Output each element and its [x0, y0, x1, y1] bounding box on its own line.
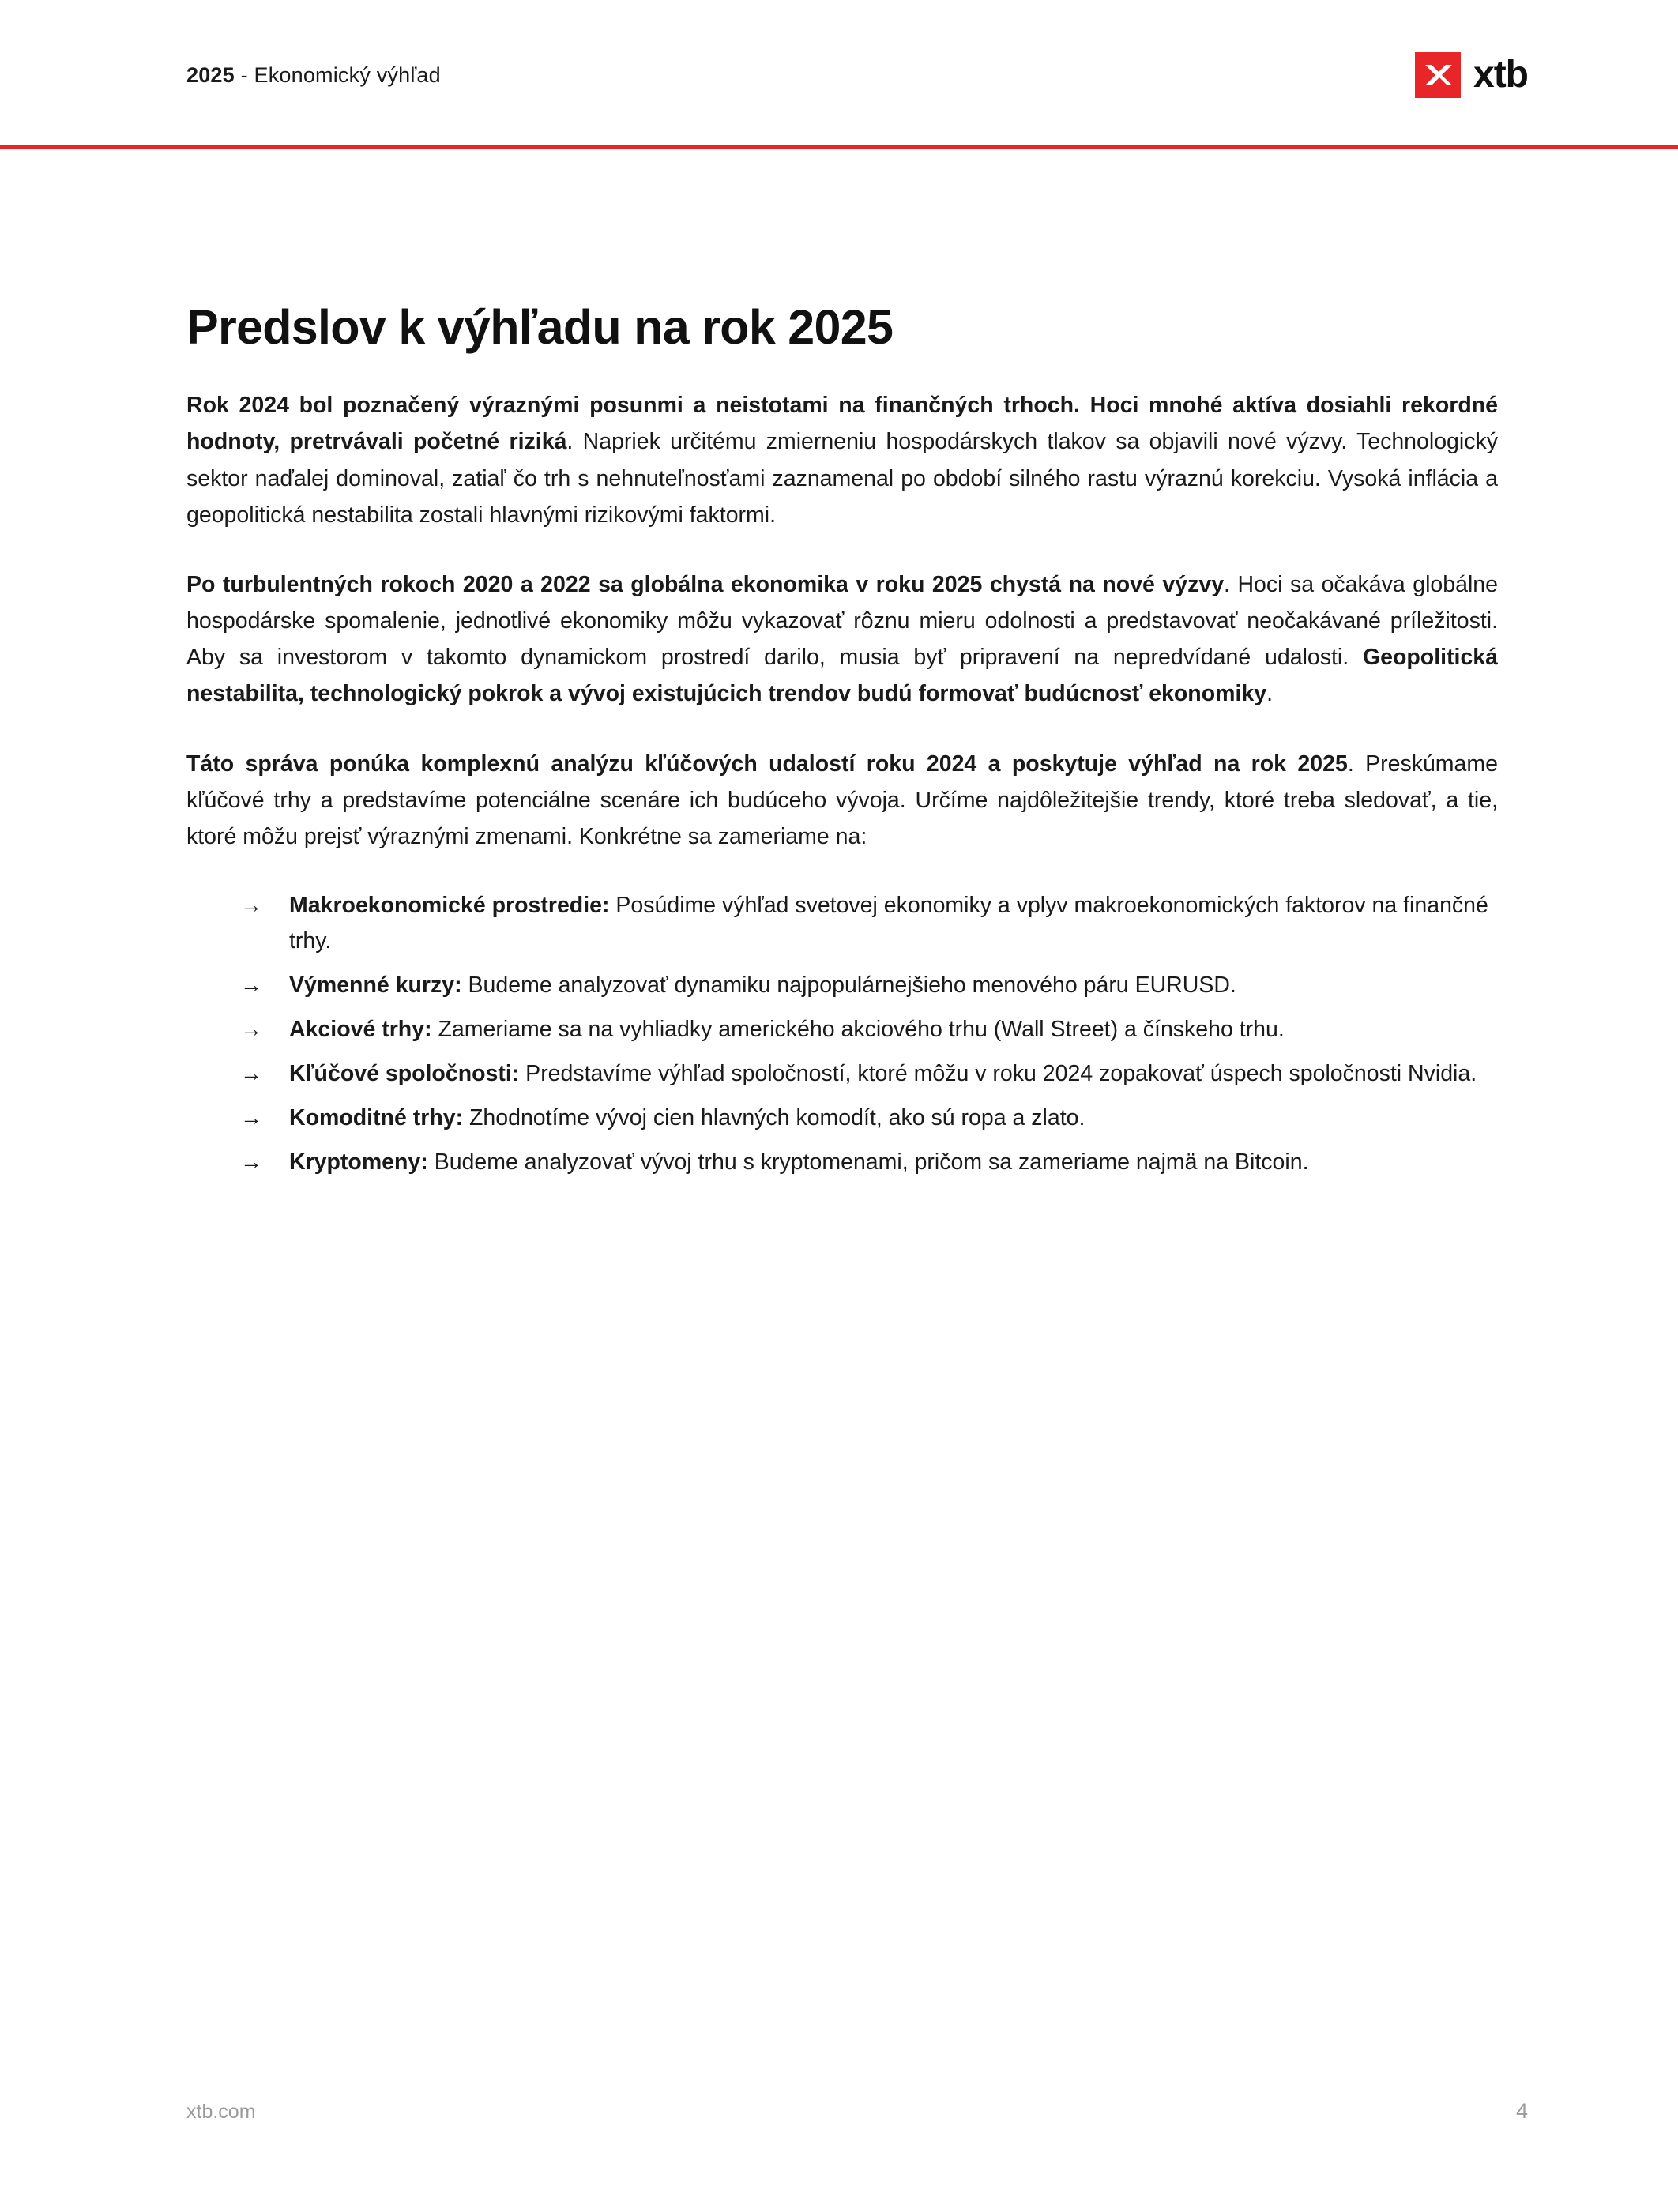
footer-site-link[interactable]: xtb.com	[186, 2101, 256, 2123]
paragraph-1-lead: Rok 2024 bol poznačený výraznými posunmi a neistotami na finančných trhoch. Hoci mnohé aktíva dosiahli rekordné hodnoty, pretrvávali početné riziká	[186, 393, 1498, 455]
header-inner	[186, 52, 1528, 98]
list-item-text: Predstavíme výhľad spoločností, ktoré môžu v roku 2024 zopakovať úspech spoločnosti Nvidia.	[519, 1061, 1477, 1087]
arrow-right-icon: →	[240, 972, 262, 998]
xtb-logo	[1415, 52, 1528, 98]
header-year: 2025	[186, 62, 235, 87]
topic-list	[186, 888, 1498, 1180]
list-item-text: Budeme analyzovať dynamiku najpopulárnejšieho menového páru EURUSD.	[461, 972, 1236, 999]
list-item	[240, 1012, 1498, 1048]
list-item-term: Kľúčové spoločnosti:	[289, 1061, 520, 1087]
list-item	[240, 968, 1498, 1003]
paragraph-3-rest: . Preskúmame kľúčové trhy a predstavíme potenciálne scenáre ich budúceho vývoja. Určíme najdôležitejšie trendy, ktoré treba sledovať, a tie, ktoré môžu prejsť výraznými zmenami. Konkrétne sa zameriame na:	[186, 750, 1498, 849]
arrow-right-icon: →	[240, 1149, 262, 1175]
page-header	[0, 0, 1678, 149]
list-item-term: Makroekonomické prostredie:	[289, 893, 610, 919]
xtb-logo-text: xtb	[1473, 54, 1528, 96]
header-separator: -	[234, 62, 254, 87]
list-item-term: Komoditné trhy:	[289, 1105, 464, 1131]
header-title	[186, 63, 441, 88]
paragraph-3-lead: Táto správa ponúka komplexnú analýzu kľúčových udalostí roku 2024 a poskytuje výhľad na rok 2025	[186, 750, 1348, 777]
list-item-term: Kryptomeny:	[289, 1149, 428, 1176]
paragraph-2-tail: .	[1266, 681, 1274, 707]
arrow-right-icon: →	[240, 1061, 262, 1086]
paragraph-2	[186, 566, 1498, 713]
list-item-text: Posúdime výhľad svetovej ekonomiky a vplyv makroekonomických faktorov na finančné trhy.	[289, 893, 1488, 954]
paragraph-1-rest: . Napriek určitému zmierneniu hospodárskych tlakov sa objavili nové výzvy. Technologický sektor naďalej dominoval, zatiaľ čo trh s nehnuteľnosťami zaznamenal po období silného rastu výraznú korekciu. Vysoká inflácia a geopolitická nestabilita zostali hlavnými rizikovými faktormi.	[186, 429, 1498, 528]
list-item	[240, 1056, 1498, 1092]
list-item	[240, 888, 1498, 959]
paragraph-2-rest: . Hoci sa očakáva globálne hospodárske spomalenie, jednotlivé ekonomiky môžu vykazovať rôznu mieru odolnosti a predstavovať neočakávané príležitosti. Aby sa investorom v takomto dynamickom prostredí darilo, musia byť pripravení na nepredvídané udalosti.	[186, 571, 1498, 671]
list-item-text: Budeme analyzovať vývoj trhu s kryptomenami, pričom sa zameriame najmä na Bitcoin.	[427, 1149, 1309, 1176]
paragraph-1	[186, 387, 1498, 533]
arrow-right-icon: →	[240, 1017, 262, 1042]
document-content	[186, 300, 1498, 1189]
paragraph-2-tail-bold: Geopolitická nestabilita, technologický pokrok a vývoj existujúcich trendov budú formovať budúcnosť ekonomiky	[186, 645, 1498, 707]
list-item-term: Akciové trhy:	[289, 1017, 432, 1043]
footer-page-number: 4	[1515, 2099, 1528, 2123]
page-title: Predslov k výhľadu na rok 2025	[186, 300, 894, 354]
arrow-right-icon: →	[240, 893, 262, 918]
list-item-text: Zameriame sa na vyhliadky amerického akciového trhu (Wall Street) a čínskeho trhu.	[431, 1017, 1285, 1043]
list-item-text: Zhodnotíme vývoj cien hlavných komodít, ako sú ropa a zlato.	[463, 1105, 1085, 1131]
paragraph-2-lead: Po turbulentných rokoch 2020 a 2022 sa globálna ekonomika v roku 2025 chystá na nové výzvy	[186, 571, 1225, 597]
xtb-logo-mark-icon	[1415, 52, 1461, 98]
list-item	[240, 1100, 1498, 1136]
paragraph-3	[186, 746, 1498, 855]
arrow-right-icon: →	[240, 1105, 262, 1130]
page-footer	[186, 2099, 1528, 2124]
list-item-term: Výmenné kurzy:	[289, 972, 462, 999]
header-subtitle: Ekonomický výhľad	[254, 62, 441, 87]
list-item	[240, 1145, 1498, 1180]
